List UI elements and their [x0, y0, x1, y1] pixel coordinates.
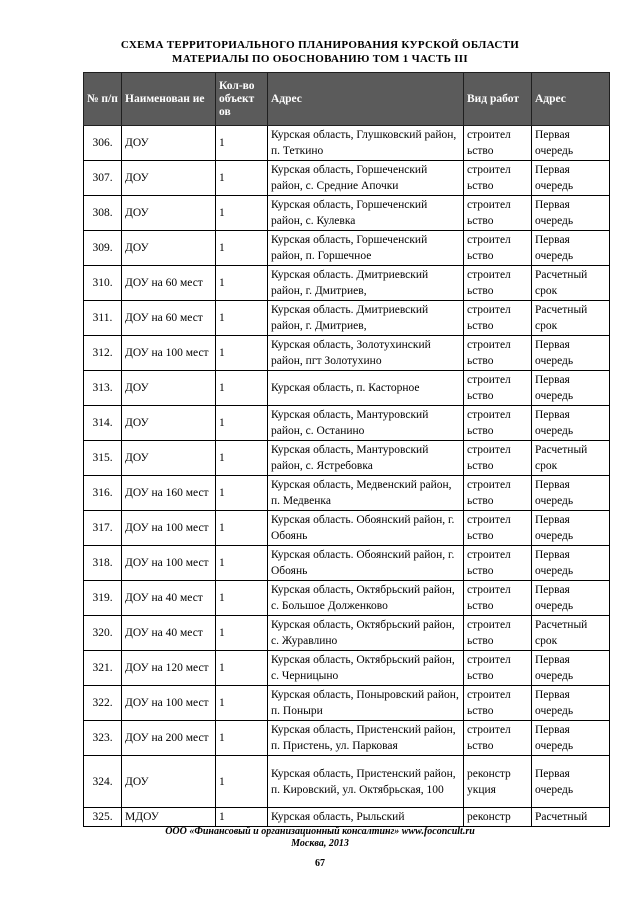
row-term: Расчетный срок: [532, 616, 610, 651]
row-name: МДОУ: [122, 808, 216, 827]
row-address: Курская область, Мантуровский район, с. Останино: [268, 406, 464, 441]
row-count: 1: [216, 756, 268, 808]
row-name: ДОУ на 100 мест: [122, 546, 216, 581]
row-address: Курская область, Мантуровский район, с. Ястребовка: [268, 441, 464, 476]
row-count: 1: [216, 196, 268, 231]
row-count: 1: [216, 511, 268, 546]
row-count: 1: [216, 808, 268, 827]
table-row: [84, 581, 610, 616]
row-name: ДОУ на 120 мест: [122, 651, 216, 686]
row-term: Расчетный: [532, 808, 610, 827]
row-term: Первая очередь: [532, 196, 610, 231]
row-address: Курская область, п. Касторное: [268, 371, 464, 406]
row-count: 1: [216, 371, 268, 406]
row-name: ДОУ на 100 мест: [122, 336, 216, 371]
row-name: ДОУ на 100 мест: [122, 686, 216, 721]
row-work-type: реконстр: [464, 808, 532, 827]
row-term: Первая очередь: [532, 336, 610, 371]
row-address: Курская область, Медвенский район, п. Медвенка: [268, 476, 464, 511]
row-term: Первая очередь: [532, 721, 610, 756]
page-header: [0, 38, 640, 66]
table-body: [84, 126, 610, 827]
row-number: 312.: [84, 336, 122, 371]
row-count: 1: [216, 126, 268, 161]
row-name: ДОУ: [122, 161, 216, 196]
column-header-number: № п/п: [84, 73, 122, 126]
row-term: Первая очередь: [532, 651, 610, 686]
row-work-type: строител ьство: [464, 161, 532, 196]
column-header-name: Наименован ие: [122, 73, 216, 126]
row-number: 308.: [84, 196, 122, 231]
row-term: Расчетный срок: [532, 266, 610, 301]
row-name: ДОУ: [122, 441, 216, 476]
row-term: Первая очередь: [532, 161, 610, 196]
row-number: 309.: [84, 231, 122, 266]
row-name: ДОУ: [122, 126, 216, 161]
row-work-type: строител ьство: [464, 616, 532, 651]
table-row: [84, 546, 610, 581]
row-address: Курская область, Горшеченский район, с. Кулевка: [268, 196, 464, 231]
table-row: [84, 686, 610, 721]
row-work-type: реконстр укция: [464, 756, 532, 808]
row-name: ДОУ: [122, 231, 216, 266]
row-number: 311.: [84, 301, 122, 336]
row-number: 319.: [84, 581, 122, 616]
table-row: [84, 371, 610, 406]
row-name: ДОУ: [122, 371, 216, 406]
row-name: ДОУ: [122, 756, 216, 808]
row-name: ДОУ на 160 мест: [122, 476, 216, 511]
row-count: 1: [216, 441, 268, 476]
row-count: 1: [216, 266, 268, 301]
column-header-work-type: Вид работ: [464, 73, 532, 126]
row-number: 324.: [84, 756, 122, 808]
table-row: [84, 406, 610, 441]
row-count: 1: [216, 161, 268, 196]
table-row: [84, 651, 610, 686]
row-term: Первая очередь: [532, 511, 610, 546]
objects-table: [83, 72, 610, 827]
document-subtitle: МАТЕРИАЛЫ ПО ОБОСНОВАНИЮ ТОМ 1 ЧАСТЬ III: [172, 53, 468, 65]
row-count: 1: [216, 231, 268, 266]
row-address: Курская область. Обоянский район, г. Обоянь: [268, 511, 464, 546]
row-name: ДОУ на 40 мест: [122, 616, 216, 651]
row-address: Курская область, Октябрьский район, с. Большое Долженково: [268, 581, 464, 616]
row-number: 321.: [84, 651, 122, 686]
row-work-type: строител ьство: [464, 721, 532, 756]
row-address: Курская область, Горшеченский район, с. Средние Апочки: [268, 161, 464, 196]
row-number: 320.: [84, 616, 122, 651]
row-address: Курская область, Пристенский район, п. Пристень, ул. Парковая: [268, 721, 464, 756]
row-term: Первая очередь: [532, 371, 610, 406]
row-name: ДОУ на 200 мест: [122, 721, 216, 756]
row-count: 1: [216, 476, 268, 511]
row-term: Первая очередь: [532, 126, 610, 161]
row-name: ДОУ на 40 мест: [122, 581, 216, 616]
row-address: Курская область, Пристенский район, п. Кировский, ул. Октябрьская, 100: [268, 756, 464, 808]
row-work-type: строител ьство: [464, 301, 532, 336]
page-number: 67: [315, 858, 325, 869]
row-term: Первая очередь: [532, 231, 610, 266]
table-row: [84, 441, 610, 476]
row-work-type: строител ьство: [464, 686, 532, 721]
footer-company: ООО «Финансовый и организационный консалтинг» www.foconcult.ru: [165, 826, 475, 837]
row-address: Курская область, Глушковский район, п. Теткино: [268, 126, 464, 161]
table-row: [84, 126, 610, 161]
row-address: Курская область, Золотухинский район, пгт Золотухино: [268, 336, 464, 371]
row-work-type: строител ьство: [464, 651, 532, 686]
row-count: 1: [216, 616, 268, 651]
table-row: [84, 721, 610, 756]
table-row: [84, 808, 610, 827]
table-row: [84, 511, 610, 546]
row-count: 1: [216, 301, 268, 336]
row-number: 310.: [84, 266, 122, 301]
row-term: Расчетный срок: [532, 301, 610, 336]
column-header-address: Адрес: [268, 73, 464, 126]
row-count: 1: [216, 651, 268, 686]
table-row: [84, 756, 610, 808]
table-row: [84, 301, 610, 336]
row-number: 318.: [84, 546, 122, 581]
row-address: Курская область. Дмитриевский район, г. Дмитриев,: [268, 301, 464, 336]
column-header-count: Кол-во объект ов: [216, 73, 268, 126]
row-work-type: строител ьство: [464, 581, 532, 616]
table-row: [84, 266, 610, 301]
row-work-type: строител ьство: [464, 441, 532, 476]
row-name: ДОУ на 100 мест: [122, 511, 216, 546]
row-number: 325.: [84, 808, 122, 827]
row-address: Курская область, Горшеченский район, п. Горшечное: [268, 231, 464, 266]
row-number: 307.: [84, 161, 122, 196]
row-work-type: строител ьство: [464, 476, 532, 511]
row-work-type: строител ьство: [464, 231, 532, 266]
row-name: ДОУ на 60 мест: [122, 301, 216, 336]
row-address: Курская область, Рыльский: [268, 808, 464, 827]
table-row: [84, 476, 610, 511]
column-header-term: Адрес: [532, 73, 610, 126]
table-row: [84, 336, 610, 371]
row-term: Первая очередь: [532, 546, 610, 581]
row-name: ДОУ на 60 мест: [122, 266, 216, 301]
row-address: Курская область. Дмитриевский район, г. Дмитриев,: [268, 266, 464, 301]
footer-city-year: Москва, 2013: [291, 838, 349, 849]
row-term: Первая очередь: [532, 476, 610, 511]
row-address: Курская область, Октябрьский район, с. Черницыно: [268, 651, 464, 686]
row-term: Первая очередь: [532, 686, 610, 721]
row-count: 1: [216, 581, 268, 616]
row-name: ДОУ: [122, 406, 216, 441]
row-number: 314.: [84, 406, 122, 441]
table-row: [84, 196, 610, 231]
table-row: [84, 616, 610, 651]
row-work-type: строител ьство: [464, 511, 532, 546]
row-term: Первая очередь: [532, 406, 610, 441]
row-number: 315.: [84, 441, 122, 476]
row-term: Первая очередь: [532, 756, 610, 808]
table-row: [84, 161, 610, 196]
row-work-type: строител ьство: [464, 126, 532, 161]
row-count: 1: [216, 406, 268, 441]
row-address: Курская область, Октябрьский район, с. Журавлино: [268, 616, 464, 651]
table-header: [84, 73, 610, 126]
row-work-type: строител ьство: [464, 336, 532, 371]
row-number: 306.: [84, 126, 122, 161]
row-term: Расчетный срок: [532, 441, 610, 476]
row-count: 1: [216, 546, 268, 581]
row-number: 322.: [84, 686, 122, 721]
table-row: [84, 231, 610, 266]
row-work-type: строител ьство: [464, 406, 532, 441]
row-count: 1: [216, 336, 268, 371]
row-address: Курская область, Поныровский район, п. Поныри: [268, 686, 464, 721]
row-name: ДОУ: [122, 196, 216, 231]
row-number: 323.: [84, 721, 122, 756]
row-term: Первая очередь: [532, 581, 610, 616]
row-work-type: строител ьство: [464, 266, 532, 301]
row-address: Курская область. Обоянский район, г. Обоянь: [268, 546, 464, 581]
row-count: 1: [216, 686, 268, 721]
row-work-type: строител ьство: [464, 546, 532, 581]
row-number: 316.: [84, 476, 122, 511]
row-work-type: строител ьство: [464, 196, 532, 231]
document-title: СХЕМА ТЕРРИТОРИАЛЬНОГО ПЛАНИРОВАНИЯ КУРСКОЙ ОБЛАСТИ: [120, 39, 520, 51]
row-number: 317.: [84, 511, 122, 546]
row-work-type: строител ьство: [464, 371, 532, 406]
row-count: 1: [216, 721, 268, 756]
row-number: 313.: [84, 371, 122, 406]
